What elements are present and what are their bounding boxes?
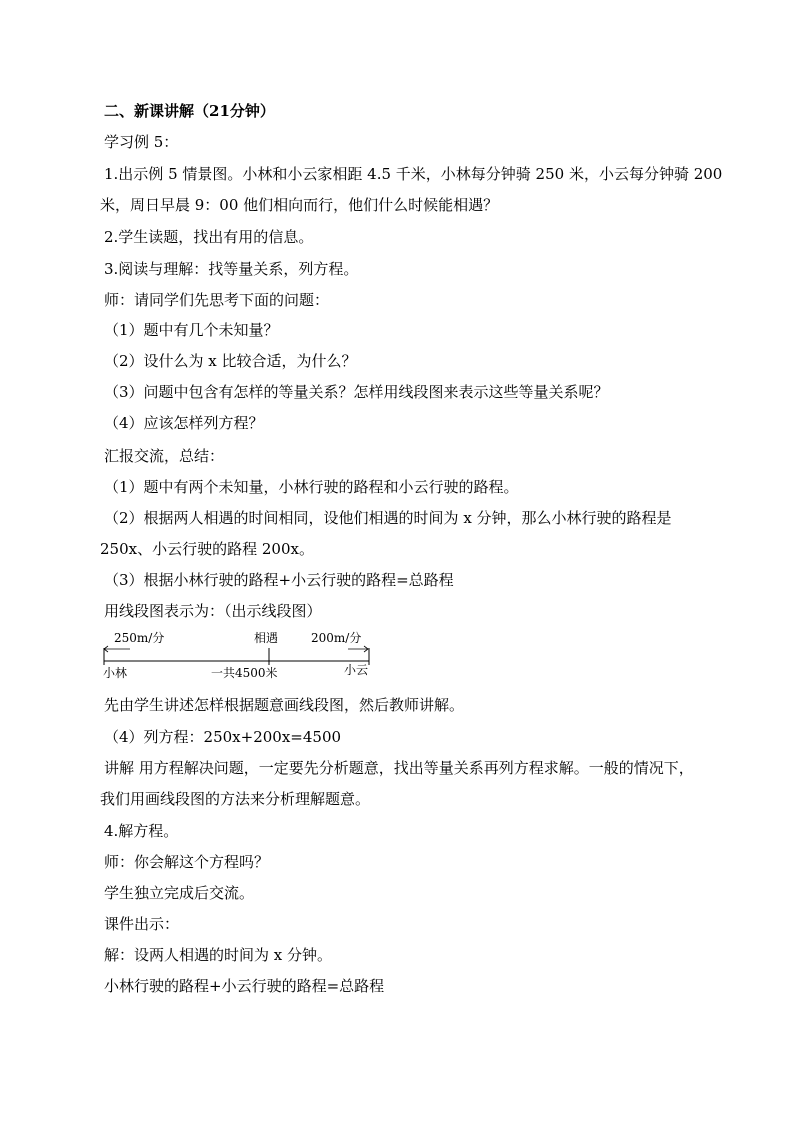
text-line: 1.出示例 5 情景图。小林和小云家相距 4.5 千米，小林每分钟骑 250 米，小云每分钟骑 200 bbox=[104, 165, 723, 183]
text-line: 2.学生读题，找出有用的信息。 bbox=[104, 228, 314, 246]
text-line: 小林行驶的路程+小云行驶的路程=总路程 bbox=[104, 977, 385, 995]
left-speed-label: 250m/分 bbox=[114, 631, 165, 645]
right-name-label: 小云 bbox=[344, 663, 369, 677]
text-line: 米，周日早晨 9：00 他们相向而行，他们什么时候能相遇？ bbox=[100, 196, 499, 214]
left-name-label: 小林 bbox=[103, 666, 128, 680]
text-line: （4）列方程：250x+200x=4500 bbox=[104, 728, 342, 746]
text-line: 师：请同学们先思考下面的问题： bbox=[104, 291, 330, 309]
text-line: 课件出示： bbox=[104, 915, 180, 933]
text-line: （4）应该怎样列方程？ bbox=[104, 414, 264, 432]
text-line: 学习例 5： bbox=[104, 133, 179, 151]
text-line: 我们用画线段图的方法来分析理解题意。 bbox=[100, 790, 371, 808]
text-line: （2）根据两人相遇的时间相同，设他们相遇的时间为 x 分钟，那么小林行驶的路程是 bbox=[104, 509, 672, 527]
text-line: （1）题中有几个未知量？ bbox=[104, 321, 279, 339]
text-line: （1）题中有两个未知量，小林行驶的路程和小云行驶的路程。 bbox=[104, 478, 519, 496]
text-line: 先由学生讲述怎样根据题意画线段图，然后教师讲解。 bbox=[104, 696, 465, 714]
text-line: 讲解 用方程解决问题，一定要先分析题意，找出等量关系再列方程求解。一般的情况下， bbox=[104, 759, 694, 777]
text-line: 学生独立完成后交流。 bbox=[104, 884, 255, 902]
text-line: 用线段图表示为：（出示线段图） bbox=[104, 602, 322, 620]
text-line: 师：你会解这个方程吗？ bbox=[104, 853, 270, 871]
text-line: （3）根据小林行驶的路程+小云行驶的路程=总路程 bbox=[104, 571, 454, 589]
text-line: （2）设什么为 x 比较合适，为什么？ bbox=[104, 352, 357, 370]
text-line: 250x、小云行驶的路程 200x。 bbox=[100, 540, 314, 558]
meet-label: 相遇 bbox=[254, 631, 279, 645]
text-line: 3.阅读与理解：找等量关系，列方程。 bbox=[104, 260, 359, 278]
right-speed-label: 200m/分 bbox=[311, 631, 362, 645]
text-line: 汇报交流，总结： bbox=[104, 447, 225, 465]
line-segment-diagram bbox=[100, 630, 390, 682]
total-label: 一共4500米 bbox=[211, 666, 278, 680]
line-segment-svg bbox=[100, 630, 390, 682]
text-line: （3）问题中包含有怎样的等量关系？怎样用线段图来表示这些等量关系呢？ bbox=[104, 383, 609, 401]
section-heading: 二、新课讲解（21分钟） bbox=[104, 102, 275, 120]
text-line: 4.解方程。 bbox=[104, 822, 179, 840]
text-line: 解：设两人相遇的时间为 x 分钟。 bbox=[104, 946, 332, 964]
